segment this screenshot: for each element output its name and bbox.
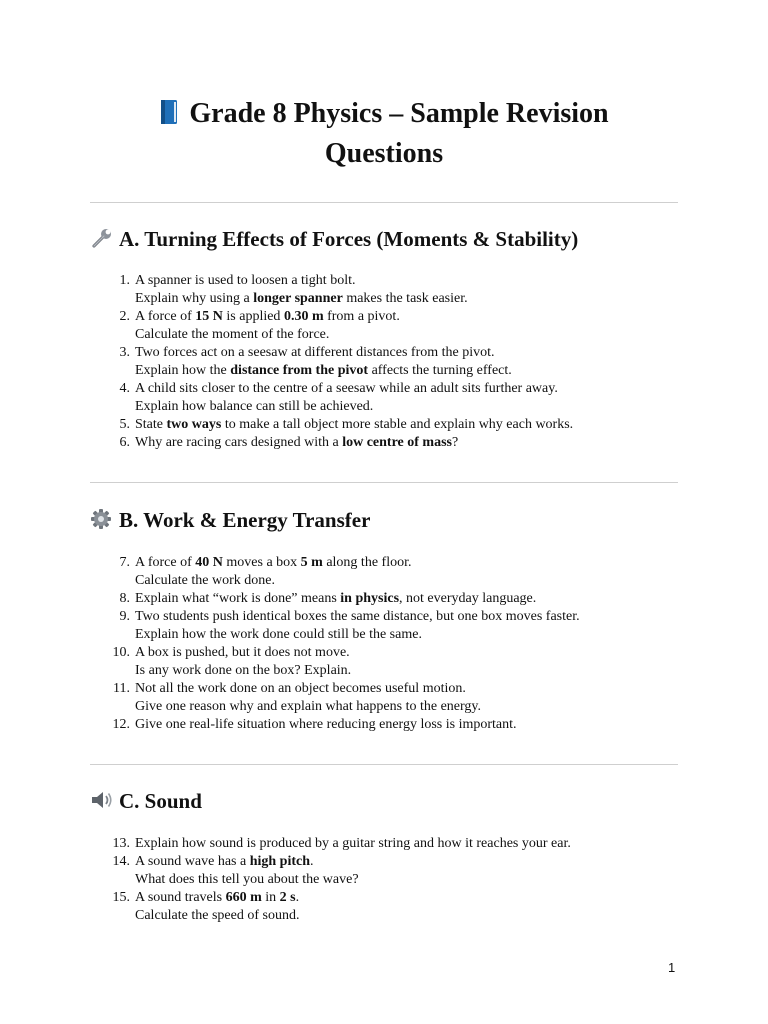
section-c-heading [90, 787, 202, 815]
question-9 [90, 608, 690, 644]
divider [90, 202, 678, 203]
question-number: 7. [119, 555, 130, 570]
question-line [135, 871, 690, 889]
question-text: Explain what “work is done” means [135, 591, 341, 606]
divider [90, 482, 678, 483]
title-text-1: Grade 8 Physics – Sample Revision [189, 98, 609, 129]
question-text: A force of [135, 309, 196, 324]
question-line [135, 434, 690, 452]
section-a-title: A. Turning Effects of Forces (Moments & Stability) [119, 227, 579, 251]
question-13 [90, 835, 690, 853]
question-5 [90, 416, 690, 434]
question-text: State [135, 417, 167, 432]
question-line [135, 889, 690, 907]
question-number: 15. [112, 890, 130, 905]
question-text: . [295, 890, 300, 905]
question-emphasis: two ways [166, 417, 222, 432]
question-text: Explain why using a [135, 291, 254, 306]
question-line [135, 290, 690, 308]
question-15 [90, 889, 690, 925]
question-12 [90, 716, 690, 734]
question-line [135, 626, 690, 644]
question-text: Two forces act on a seesaw at different distances from the pivot. [135, 345, 495, 360]
question-14 [90, 853, 690, 889]
question-line [135, 907, 690, 925]
page-number: 1 [668, 960, 676, 975]
question-line [135, 590, 690, 608]
question-text: Not all the work done on an object becomes useful motion. [135, 681, 466, 696]
question-text: moves a box [222, 555, 301, 570]
question-text: in [261, 890, 280, 905]
question-emphasis: 0.30 m [283, 309, 324, 324]
section-c-title: C. Sound [119, 789, 202, 813]
question-text: What does this tell you about the wave? [135, 872, 359, 887]
question-text: is applied [222, 309, 284, 324]
question-line [135, 308, 690, 326]
question-number: 6. [119, 435, 130, 450]
question-3 [90, 344, 690, 380]
question-number: 13. [112, 836, 130, 851]
book-icon [159, 97, 179, 123]
section-a-heading [90, 225, 578, 253]
question-text: . [310, 854, 314, 869]
question-number: 4. [119, 381, 130, 396]
question-emphasis: longer spanner [253, 291, 343, 306]
question-text: A force of [135, 555, 196, 570]
speaker-icon [90, 789, 114, 811]
question-line [135, 416, 690, 434]
question-text: Why are racing cars designed with a [135, 435, 343, 450]
question-number: 14. [112, 854, 130, 869]
question-text: to make a tall object more stable and explain why each works. [221, 417, 574, 432]
question-number: 2. [119, 309, 130, 324]
question-text: Give one real-life situation where reducing energy loss is important. [135, 717, 517, 732]
question-line [135, 272, 690, 290]
question-text: Two students push identical boxes the same distance, but one box moves faster. [135, 609, 580, 624]
question-text: from a pivot. [323, 309, 400, 324]
question-emphasis: 660 m [225, 890, 262, 905]
question-text: Calculate the work done. [135, 573, 275, 588]
question-11 [90, 680, 690, 716]
question-2 [90, 308, 690, 344]
question-8 [90, 590, 690, 608]
question-number: 10. [112, 645, 130, 660]
question-text: A sound travels [135, 890, 226, 905]
question-number: 9. [119, 609, 130, 624]
question-text: Explain how balance can still be achieved. [135, 399, 374, 414]
gear-icon [90, 508, 114, 530]
question-line [135, 662, 690, 680]
question-text: , not everyday language. [399, 591, 537, 606]
question-4 [90, 380, 690, 416]
question-line [135, 835, 690, 853]
question-line [135, 853, 690, 871]
question-text: Give one reason why and explain what happens to the energy. [135, 699, 482, 714]
question-text: Explain how the work done could still be the same. [135, 627, 422, 642]
question-text: A sound wave has a [135, 854, 250, 869]
question-text: Calculate the speed of sound. [135, 908, 300, 923]
question-text: Is any work done on the box? Explain. [135, 663, 352, 678]
question-number: 5. [119, 417, 130, 432]
question-10 [90, 644, 690, 680]
wrench-icon [90, 227, 114, 249]
question-line [135, 554, 690, 572]
question-text: makes the task easier. [342, 291, 468, 306]
question-emphasis: 2 s [279, 890, 296, 905]
question-6 [90, 434, 690, 452]
question-emphasis: low centre of mass [342, 435, 452, 450]
question-text: Explain how the [135, 363, 231, 378]
question-emphasis: high pitch [249, 854, 311, 869]
page-title [90, 94, 678, 174]
question-line [135, 680, 690, 698]
section-b-heading [90, 506, 370, 534]
question-line [135, 398, 690, 416]
question-text: Explain how sound is produced by a guitar string and how it reaches your ear. [135, 836, 571, 851]
question-text: A box is pushed, but it does not move. [135, 645, 350, 660]
question-line [135, 608, 690, 626]
question-line [135, 344, 690, 362]
question-text: ? [451, 435, 459, 450]
question-emphasis: distance from the pivot [230, 363, 369, 378]
question-line [135, 716, 690, 734]
question-text: Calculate the moment of the force. [135, 327, 330, 342]
question-line [135, 362, 690, 380]
title-line-1 [90, 94, 678, 134]
section-c-questions [90, 835, 690, 925]
question-text: along the floor. [322, 555, 412, 570]
question-number: 11. [113, 681, 130, 696]
question-emphasis: in physics [340, 591, 400, 606]
question-line [135, 326, 690, 344]
title-line-2: Questions [324, 138, 444, 169]
question-1 [90, 272, 690, 308]
section-b-title: B. Work & Energy Transfer [119, 508, 371, 532]
question-number: 3. [119, 345, 130, 360]
question-text: affects the turning effect. [368, 363, 512, 378]
question-number: 1. [119, 273, 130, 288]
divider [90, 764, 678, 765]
question-number: 8. [119, 591, 130, 606]
question-number: 12. [112, 717, 130, 732]
section-a-questions [90, 272, 690, 452]
question-line [135, 644, 690, 662]
question-line [135, 698, 690, 716]
question-line [135, 572, 690, 590]
question-emphasis: 15 N [195, 309, 223, 324]
question-line [135, 380, 690, 398]
question-emphasis: 5 m [300, 555, 323, 570]
question-text: A child sits closer to the centre of a seesaw while an adult sits further away. [135, 381, 558, 396]
question-text: A spanner is used to loosen a tight bolt. [135, 273, 356, 288]
question-emphasis: 40 N [195, 555, 223, 570]
question-7 [90, 554, 690, 590]
section-b-questions [90, 554, 690, 734]
